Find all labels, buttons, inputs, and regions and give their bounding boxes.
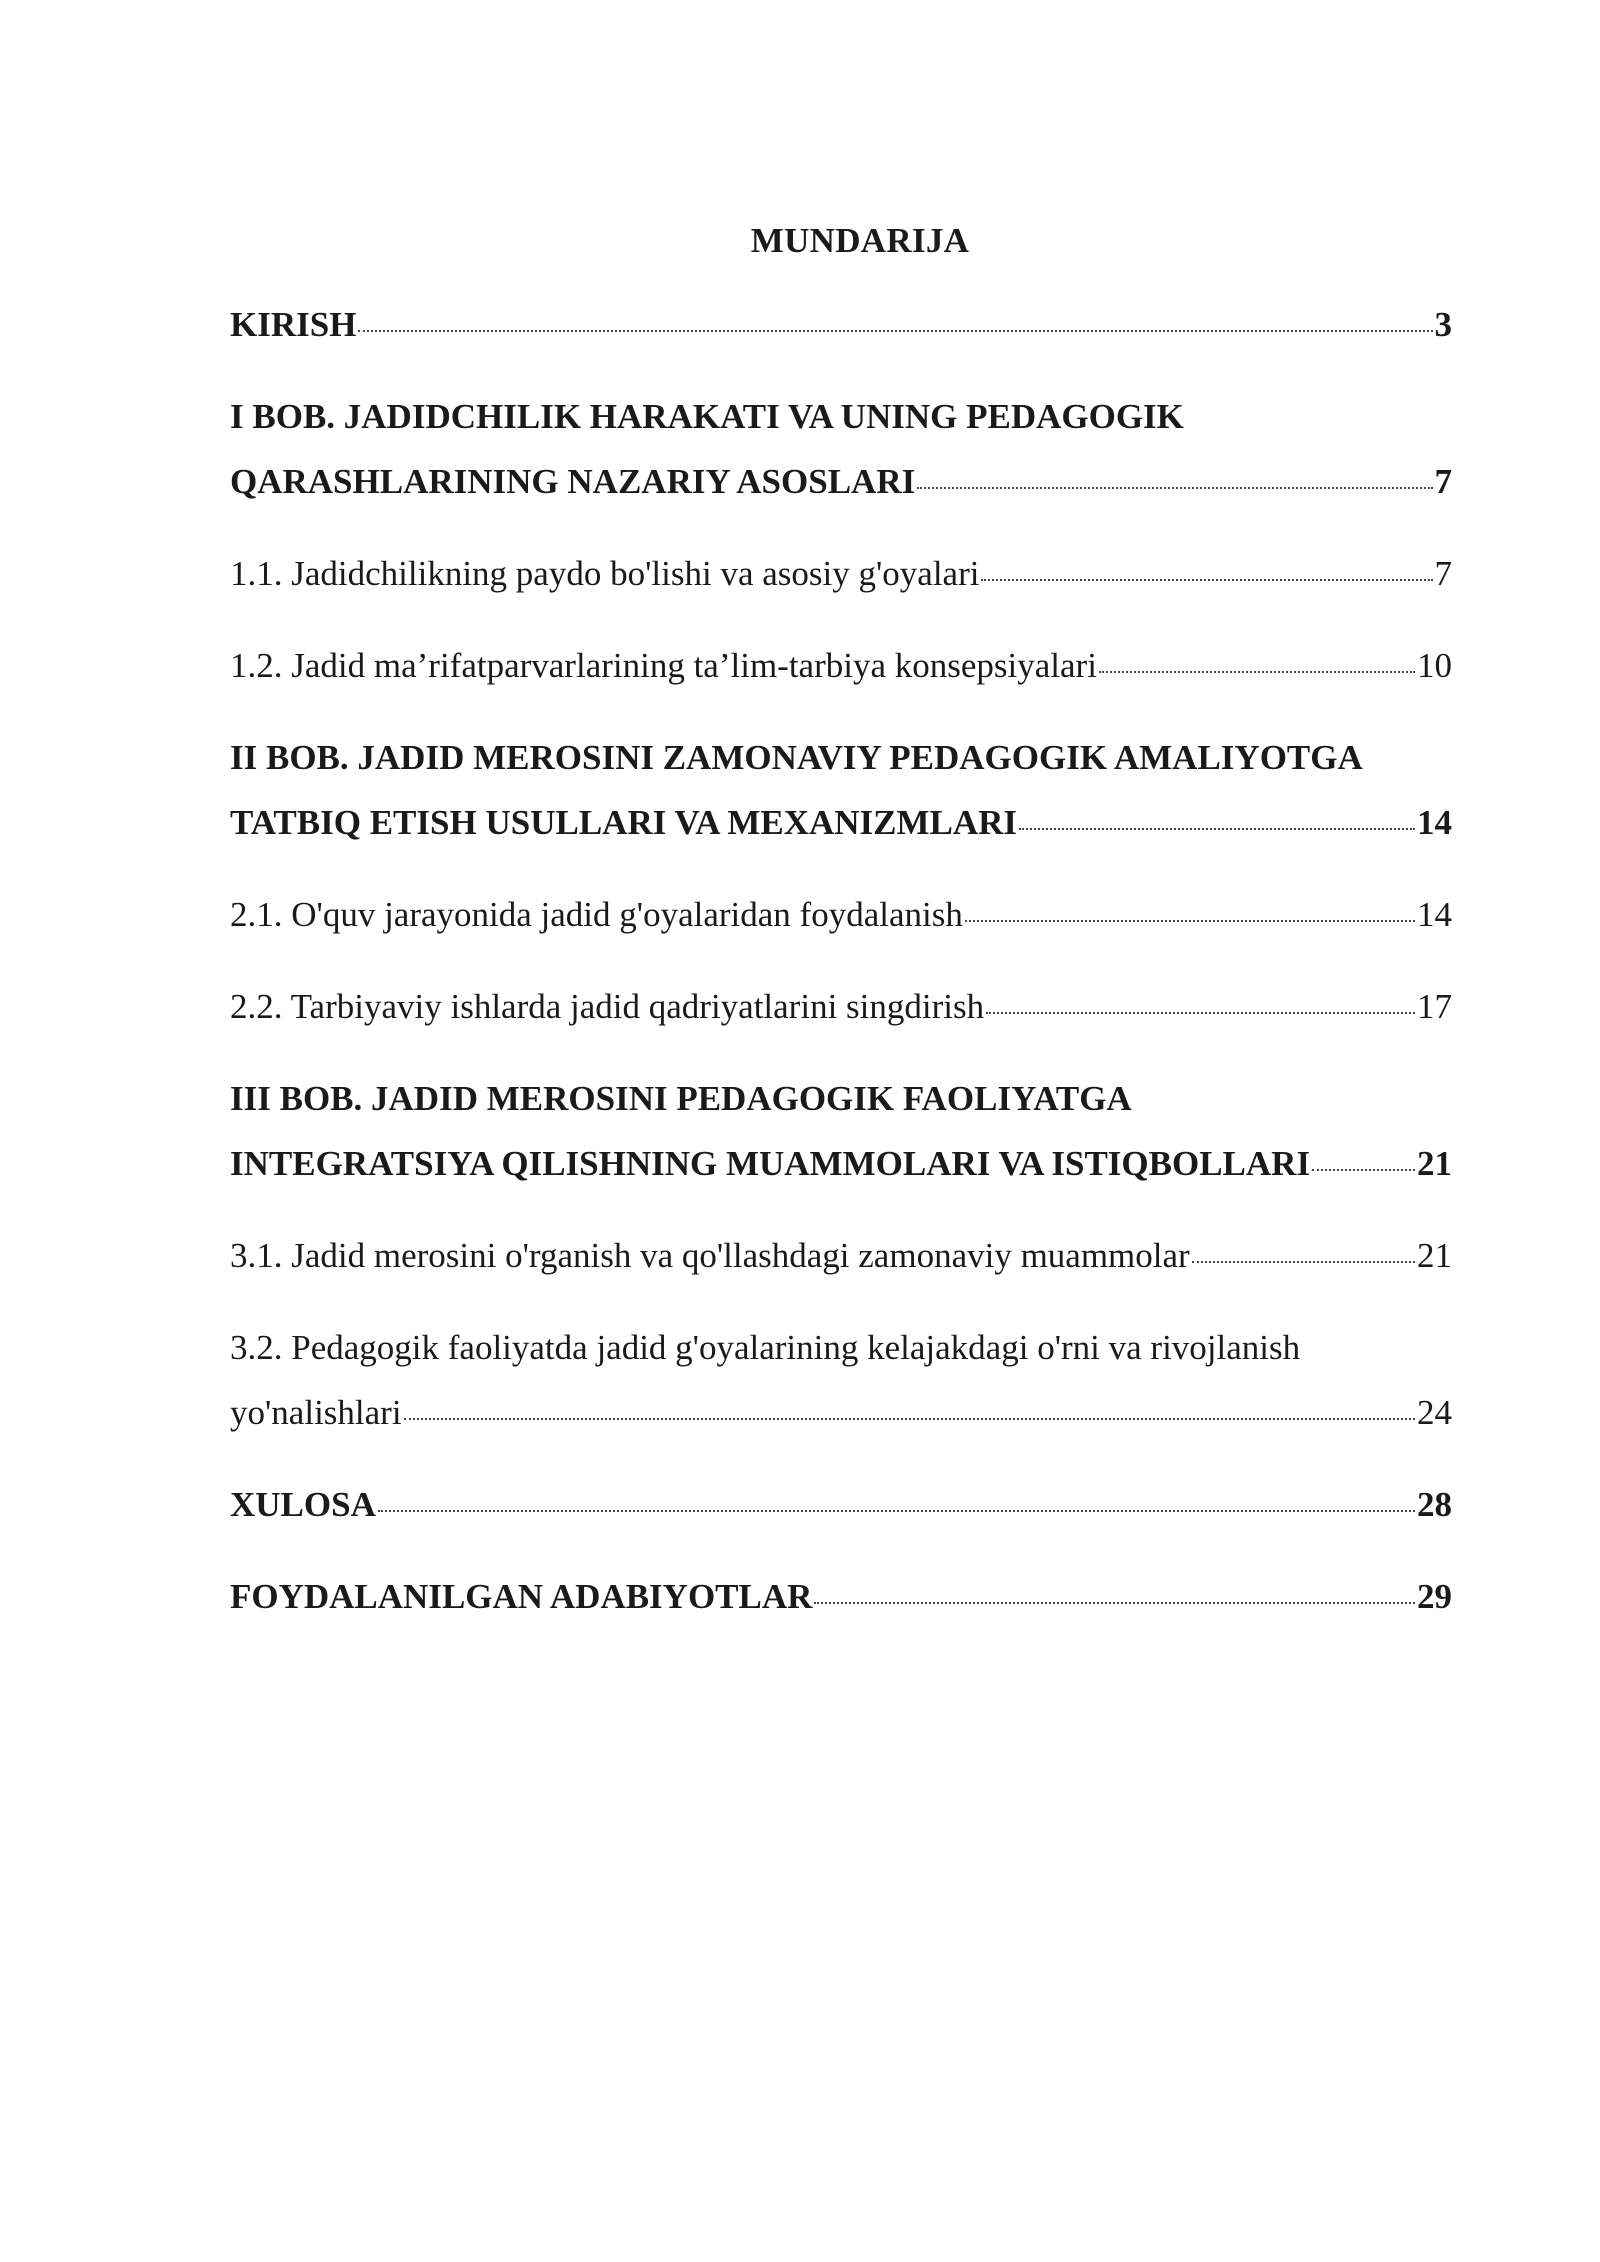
toc-entry-title-line-1: II BOB. JADID MEROSINI ZAMONAVIY PEDAGOGIK AMALIYOTGA [230,738,1363,777]
dot-leader [981,579,1432,581]
dot-leader [965,920,1415,922]
dot-leader [1099,671,1415,673]
toc-entry-section-2-2[interactable] [230,974,1452,1039]
toc-entry-section-2-1[interactable] [230,882,1452,947]
toc-entry-title-line-2: TATBIQ ETISH USULLARI VA MEXANIZMLARI [230,803,1018,842]
toc-page-number: 3 [1434,305,1452,344]
toc-entry-chapter-1[interactable] [230,384,1452,514]
toc-heading: MUNDARIJA [750,221,970,260]
toc-entry-title-line-2: INTEGRATSIYA QILISHNING MUAMMOLARI VA ISTIQBOLLARI [230,1144,1311,1183]
toc-entry-section-1-1[interactable] [230,541,1452,606]
toc-page-number: 28 [1417,1485,1452,1524]
toc-entry-title: XULOSA [230,1485,376,1524]
toc-entry-title: 1.1. Jadidchilikning paydo bo'lishi va asosiy g'oyalari [230,554,980,593]
toc-entry-section-3-1[interactable] [230,1223,1452,1288]
toc-page-number: 14 [1417,803,1452,842]
dot-leader [1312,1169,1415,1171]
dot-leader [814,1602,1415,1604]
toc-entry-title: KIRISH [230,305,357,344]
table-of-contents [230,292,1452,1629]
toc-entry-title-line-1: III BOB. JADID MEROSINI PEDAGOGIK FAOLIYATGA [230,1079,1132,1118]
toc-entry-chapter-2[interactable] [230,725,1452,855]
dot-leader [404,1418,1415,1420]
toc-entry-title-line-2: yo'nalishlari [230,1393,402,1432]
toc-entry-kirish[interactable] [230,292,1452,357]
toc-entry-title-line-2: QARASHLARINING NAZARIY ASOSLARI [230,462,916,501]
dot-leader [1192,1261,1415,1263]
toc-entry-title: 1.2. Jadid ma’rifatparvarlarining ta’lim-tarbiya konsepsiyalari [230,646,1097,685]
dot-leader [917,487,1432,489]
dot-leader [1019,828,1415,830]
toc-entry-title: 2.1. O'quv jarayonida jadid g'oyalaridan foydalanish [230,895,963,934]
toc-entry-section-3-2[interactable] [230,1315,1452,1445]
toc-page-number: 7 [1434,554,1452,593]
toc-entry-section-1-2[interactable] [230,633,1452,698]
toc-page-number: 14 [1417,895,1452,934]
toc-entry-title-line-1: 3.2. Pedagogik faoliyatda jadid g'oyalarining kelajakdagi o'rni va rivojlanish [230,1328,1301,1367]
toc-page-number: 24 [1417,1393,1452,1432]
toc-entry-title: 2.2. Tarbiyaviy ishlarda jadid qadriyatlarini singdirish [230,987,985,1026]
toc-entry-chapter-3[interactable] [230,1066,1452,1196]
toc-entry-adabiyotlar[interactable] [230,1564,1452,1629]
toc-entry-title: 3.1. Jadid merosini o'rganish va qo'llashdagi zamonaviy muammolar [230,1236,1190,1275]
toc-page-number: 10 [1417,646,1452,685]
toc-page-number: 17 [1417,987,1452,1026]
dot-leader [986,1012,1415,1014]
toc-page-number: 21 [1417,1236,1452,1275]
toc-page-number: 21 [1417,1144,1452,1183]
toc-page-number: 29 [1417,1577,1452,1616]
toc-entry-title-line-1: I BOB. JADIDCHILIK HARAKATI VA UNING PEDAGOGIK [230,397,1184,436]
dot-leader [378,1510,1415,1512]
toc-entry-xulosa[interactable] [230,1472,1452,1537]
toc-page-number: 7 [1434,462,1452,501]
toc-entry-title: FOYDALANILGAN ADABIYOTLAR [230,1577,813,1616]
dot-leader [358,330,1432,332]
